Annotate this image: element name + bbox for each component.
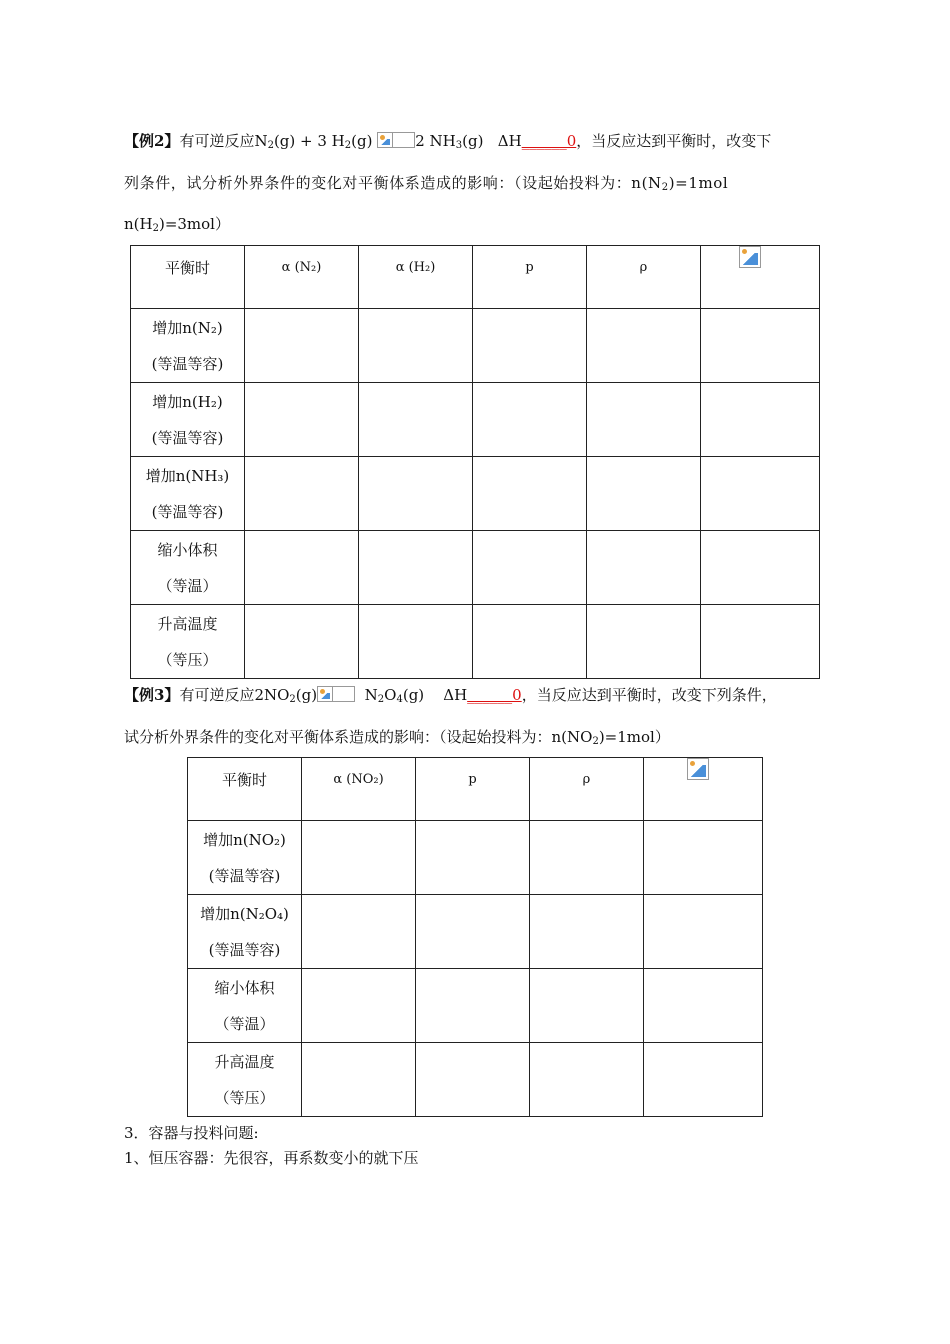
row-label: 升高温度 （等压）: [131, 605, 245, 679]
answer-cell[interactable]: [473, 383, 587, 457]
table-row: [188, 1043, 763, 1117]
answer-cell[interactable]: [701, 531, 820, 605]
delta-h-blank: ______0: [521, 132, 577, 150]
table-header: p: [416, 758, 530, 821]
row-label: 缩小体积 （等温）: [131, 531, 245, 605]
answer-cell[interactable]: [245, 531, 359, 605]
answer-cell[interactable]: [302, 895, 416, 969]
answer-cell[interactable]: [530, 821, 644, 895]
answer-cell[interactable]: [587, 605, 701, 679]
answer-cell[interactable]: [701, 605, 820, 679]
table-header: p: [473, 246, 587, 309]
row-label: 增加n(NH₃) (等温等容): [131, 457, 245, 531]
item-1-text: 1、恒压容器：先很容，再系数变小的就下压: [124, 1149, 419, 1167]
section-3-heading: 3．容器与投料问题:: [124, 1124, 259, 1142]
table-header: 平衡时: [131, 246, 245, 309]
answer-cell[interactable]: [302, 1043, 416, 1117]
row-label: 增加n(H₂) (等温等容): [131, 383, 245, 457]
table-row: [188, 821, 763, 895]
answer-cell[interactable]: [245, 605, 359, 679]
table-row: [188, 969, 763, 1043]
row-label: 增加n(N₂) (等温等容): [131, 309, 245, 383]
image-icon: [687, 758, 709, 780]
table-header: α (H₂): [359, 246, 473, 309]
answer-cell[interactable]: [587, 383, 701, 457]
answer-cell[interactable]: [416, 1043, 530, 1117]
example3-label: 【例3】: [124, 686, 180, 704]
example3-line2: 试分析外界条件的变化对平衡体系造成的影响：（设起始投料为：$n(NO_2)=1mol$）: [124, 728, 670, 747]
answer-cell[interactable]: [701, 457, 820, 531]
table-header: 平衡时: [188, 758, 302, 821]
answer-cell[interactable]: [359, 605, 473, 679]
answer-cell[interactable]: [644, 895, 763, 969]
row-label: 增加n(NO₂) (等温等容): [188, 821, 302, 895]
table-header-image: [701, 246, 820, 309]
row-label: 缩小体积 （等温）: [188, 969, 302, 1043]
answer-cell[interactable]: [302, 821, 416, 895]
image-icon: [739, 246, 761, 268]
table-row: [188, 895, 763, 969]
table-row: [131, 457, 820, 531]
answer-cell[interactable]: [473, 309, 587, 383]
example2-line1: 【例2】有可逆反应$N_2(g) + 3$ $H_2(g)$ 2 $NH_3(g)$ ΔH______0，当反应达到平衡时，改变下: [124, 132, 772, 151]
image-placeholder-box: [391, 132, 415, 148]
answer-cell[interactable]: [644, 1043, 763, 1117]
equilibrium-arrow-image-icon: [377, 132, 393, 148]
answer-cell[interactable]: [416, 821, 530, 895]
answer-cell[interactable]: [473, 605, 587, 679]
table-header: ρ: [530, 758, 644, 821]
delta-h-blank: ______0: [467, 686, 522, 704]
table-row: [131, 309, 820, 383]
answer-cell[interactable]: [587, 531, 701, 605]
answer-cell[interactable]: [587, 309, 701, 383]
example2-line2: 列条件，试分析外界条件的变化对平衡体系造成的影响：（设起始投料为：$n(N_2)=1mol$: [124, 174, 729, 193]
answer-cell[interactable]: [245, 457, 359, 531]
table-header-image: [644, 758, 763, 821]
answer-cell[interactable]: [359, 457, 473, 531]
answer-cell[interactable]: [245, 383, 359, 457]
example2-table: [130, 245, 820, 679]
table-row: [131, 383, 820, 457]
table-row: [131, 605, 820, 679]
table-header: ρ: [587, 246, 701, 309]
answer-cell[interactable]: [530, 895, 644, 969]
image-placeholder-box: [331, 686, 355, 702]
example2-line3: $n(H_2)=3mol$）: [124, 215, 230, 234]
table-header: α (N₂): [245, 246, 359, 309]
row-label: 升高温度 （等压）: [188, 1043, 302, 1117]
answer-cell[interactable]: [530, 1043, 644, 1117]
answer-cell[interactable]: [644, 969, 763, 1043]
answer-cell[interactable]: [245, 309, 359, 383]
example2-label: 【例2】: [124, 132, 180, 150]
answer-cell[interactable]: [416, 895, 530, 969]
answer-cell[interactable]: [530, 969, 644, 1043]
answer-cell[interactable]: [416, 969, 530, 1043]
example3-line1: 【例3】有可逆反应$2NO_2(g)$ $N_2O_4(g)$ ΔH______0，当反应达到平衡时，改变下列条件，: [124, 686, 777, 705]
answer-cell[interactable]: [701, 383, 820, 457]
answer-cell[interactable]: [701, 309, 820, 383]
answer-cell[interactable]: [473, 531, 587, 605]
answer-cell[interactable]: [302, 969, 416, 1043]
table-header: α (NO₂): [302, 758, 416, 821]
answer-cell[interactable]: [473, 457, 587, 531]
answer-cell[interactable]: [359, 309, 473, 383]
equilibrium-arrow-image-icon: [317, 686, 333, 702]
answer-cell[interactable]: [587, 457, 701, 531]
answer-cell[interactable]: [644, 821, 763, 895]
answer-cell[interactable]: [359, 531, 473, 605]
table-row: [131, 531, 820, 605]
example3-table: [187, 757, 763, 1117]
answer-cell[interactable]: [359, 383, 473, 457]
row-label: 增加n(N₂O₄) (等温等容): [188, 895, 302, 969]
